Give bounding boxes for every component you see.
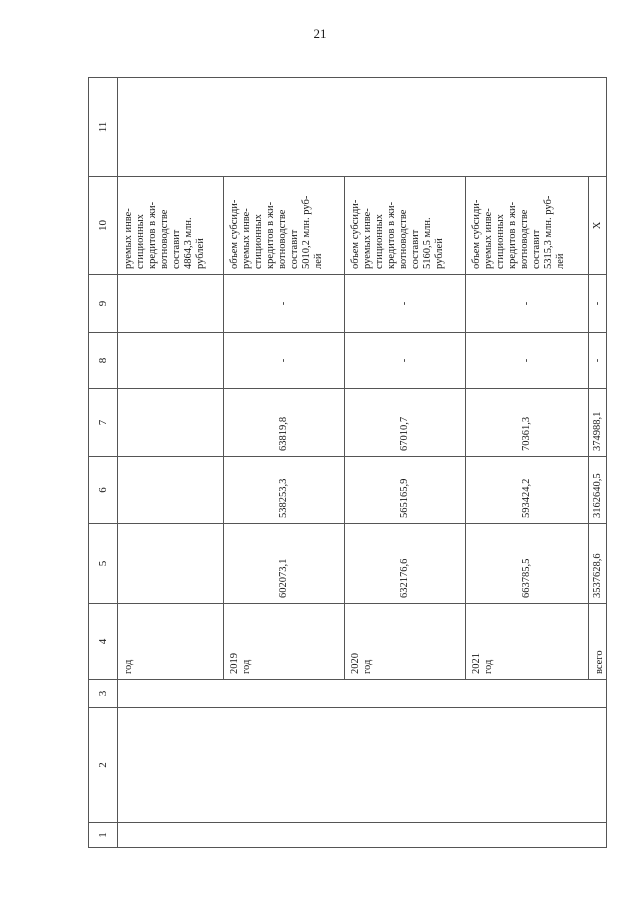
- header-cell: 7: [89, 389, 118, 457]
- value-cell: 538253,3: [224, 457, 345, 524]
- total-value: 3537628,6: [589, 524, 607, 604]
- value-cell: [118, 457, 224, 524]
- header-cell: 1: [89, 823, 118, 848]
- continuation-row: [118, 78, 224, 848]
- value-cell: 67010,7: [345, 389, 466, 457]
- total-value: 3162640,5: [589, 457, 607, 524]
- year-cell: 2019 год: [224, 604, 345, 680]
- note-cell: объем субсиди- руемых инве- стиционных кредитов в жи- вотноводстве составит 5160,5 млн. рублей: [345, 177, 466, 275]
- value-cell: 663785,5: [466, 524, 589, 604]
- note-cell: руемых инве- стиционных кредитов в жи- вотноводстве составит 4864,3 млн. рублей: [118, 177, 224, 275]
- page-number: 21: [313, 26, 327, 41]
- value-cell: [118, 275, 224, 333]
- col1-cell: [118, 823, 607, 848]
- total-value: -: [589, 333, 607, 389]
- header-row: [89, 78, 118, 848]
- total-x-mark: Х: [589, 177, 607, 275]
- data-table: [88, 77, 607, 848]
- header-cell: 11: [89, 78, 118, 177]
- value-cell: [118, 389, 224, 457]
- note-cell: объем субсиди- руемых инве- стиционных кредитов в жи- вотноводстве составит 5010,2 млн. руб- лей: [224, 177, 345, 275]
- year-cell: 2020 год: [345, 604, 466, 680]
- value-cell: 632176,6: [345, 524, 466, 604]
- header-cell: 6: [89, 457, 118, 524]
- value-cell: -: [345, 275, 466, 333]
- value-cell: [118, 524, 224, 604]
- value-cell: 565165,9: [345, 457, 466, 524]
- header-cell: 10: [89, 177, 118, 275]
- total-value: -: [589, 275, 607, 333]
- header-cell: 4: [89, 604, 118, 680]
- value-cell: 70361,3: [466, 389, 589, 457]
- value-cell: -: [345, 333, 466, 389]
- value-cell: 593424,2: [466, 457, 589, 524]
- col11-cell: [118, 78, 607, 177]
- header-cell: 3: [89, 680, 118, 708]
- col3-cell: [118, 680, 607, 708]
- rotated-table-wrapper: [88, 78, 605, 848]
- value-cell: 63819,8: [224, 389, 345, 457]
- header-cell: 2: [89, 708, 118, 823]
- value-cell: -: [466, 275, 589, 333]
- note-cell: объем субсиди- руемых инве- стиционных кредитов в жи- вотноводстве составит 5315,3 млн. руб- лей: [466, 177, 589, 275]
- year-cell: год: [118, 604, 224, 680]
- header-cell: 5: [89, 524, 118, 604]
- value-cell: 602073,1: [224, 524, 345, 604]
- year-cell: 2021 год: [466, 604, 589, 680]
- total-value: 374988,1: [589, 389, 607, 457]
- value-cell: [118, 333, 224, 389]
- value-cell: -: [224, 275, 345, 333]
- total-label: всего: [589, 604, 607, 680]
- value-cell: -: [466, 333, 589, 389]
- header-cell: 8: [89, 333, 118, 389]
- value-cell: -: [224, 333, 345, 389]
- col2-cell: [118, 708, 607, 823]
- header-cell: 9: [89, 275, 118, 333]
